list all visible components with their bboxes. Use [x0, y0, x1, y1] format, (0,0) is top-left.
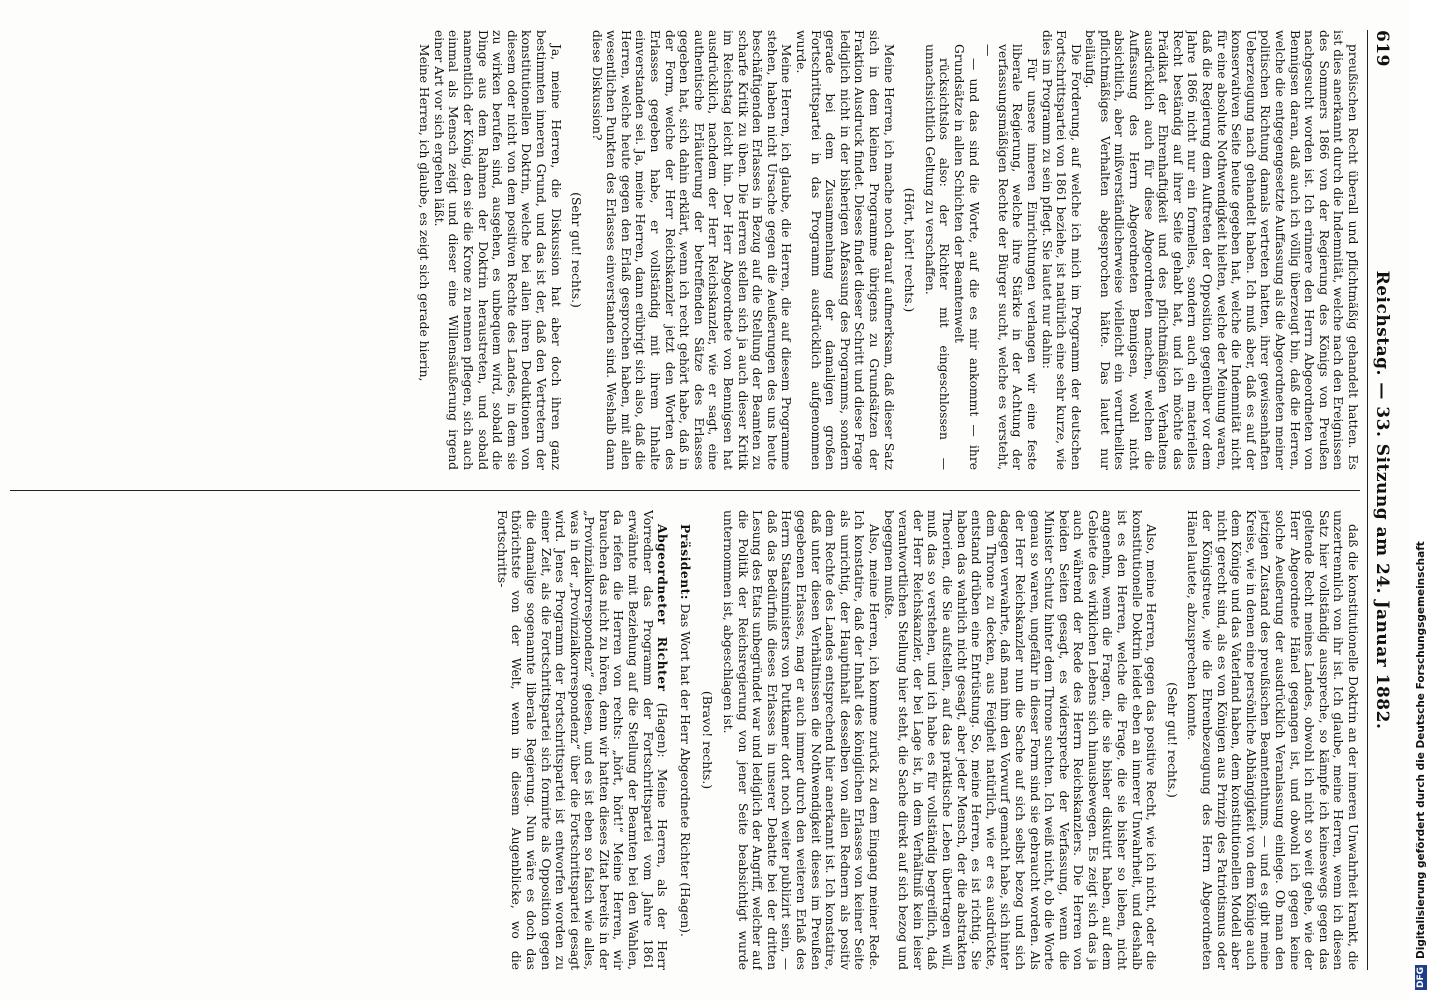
- left-column: [10, 30, 1360, 470]
- page-title: Reichstag. — 33. Sitzung am 24. Januar 1882.: [1372, 270, 1392, 730]
- right-column: [10, 510, 1360, 970]
- stage-note: (Sehr gut! rechts.): [1164, 682, 1179, 798]
- body-paragraph: Meine Herren, ich glaube, die Herren, die auf diesem Programme stehen, haben nicht Ursache gegen die Aeußerungen des uns heute beschäftigenden Erlasses in Bezug auf die Stellung der Beamten zu scharfe Kritik zu üben. Die Herren stellen sich ja auch dieser Kritik im Reichstag leicht hin. Der Herr Abgeordnete von Bennigsen hat ausdrücklich, nachdem der Herr Reichskanzler, wie er sagt, eine authentische Erläuterung der betreffenden Sätze des Erlasses gegeben hat, sich dahin erklärt, wenn ich recht gehört habe, daß in der Form, welche der Herr Reichskanzler jetzt den Worten des Erlasses gegeben habe, er vollständig mit ihrem Inhalte einverstanden sei. Ja, meine Herren, dann erübrigt sich also, daß die Herren, welche heute gegen den Erlaß gesprochen haben, mit allen wesentlichen Punkten des Erlasses einverstanden sind. Weshalb dann diese Diskussion?: [589, 30, 794, 470]
- speaker-paragraph: [494, 510, 669, 970]
- speaker-text: Das Wort hat der Herr Abgeordnete Richter (Hagen).: [677, 603, 692, 937]
- quoted-passage: — und das sind die Worte, auf die es mir ankommt — ihre Grundsätze in allen Schichten der Beamtenwelt: [951, 44, 981, 470]
- stage-note: (Bravo! rechts.): [700, 690, 715, 790]
- body-paragraph: Die Forderung, auf welche ich mich im Programm der deutschen Fortschrittspartei von 1861 beziehe, ist natürlich eine sehr kurze, wie dies im Programm zu sein pflegt. Sie lautet nur dahin:: [1039, 30, 1083, 470]
- speaker-name: Abgeordneter Richter: [655, 524, 671, 692]
- body-paragraph: Meine Herren, ich glaube, es zeigt sich gerade hierin,: [417, 44, 432, 382]
- page-header: [1367, 30, 1396, 970]
- body-paragraph: Ja, meine Herren, die Diskussion hat aber doch ihren ganz bestimmten inneren Grund, und das ist der, daß den Vertretern der konstitutionellen Doktrin, welche bei allen ihren Deduktionen von diesem oder nicht von dem positiven Rechte des Landes, in dem sie zu wirken berufen sind, ausgehen, es unbequem wird, sobald die Dinge aus dem Rahmen der Doktrin heraustreten, und sobald namentlich der König, den sie die Krone zu nennen pflegen, sich auch einmal als Mensch zeigt und dieser eine Willensäußerung irgend einer Art vor sich ergehen läßt.: [431, 30, 563, 470]
- body-paragraph: Also, meine Herren, gegen das positive Recht, wie ich nicht, oder die konstitutionelle Doktrin leidet eben an innerer Unwahrheit, und deshalb ist es den Herren, welche die Frage, die sie bisher so lieben, nicht angenehm, wenn die Fragen, die sie bisher diskutirt haben, auf dem Gebiete des wirklichen Lebens sich hinausbewegen. Es zeigt sich das ja auch während der Rede des Herrn Reichskanzlers. Die Herren von beiden Seiten gesagt, es widerspreche der Verfassung, wenn die Minister Schutz hinter dem Throne suchten. Ich weiß nicht, ob die Worte genau so waren, ungefähr in dieser Form sind sie gebraucht worden. Als der Herr Reichskanzler nun die Sache auf sich selbst bezog und sich dagegen verwahrte, daß man ihm den Vorwurf gemacht habe, sich hinter dem Throne zu decken, aus Feigheit natürlich, wie er es ausdrückte, entstand drüben eine Entrüstung. So, meine Herren, es ist richtig. Sie haben das wahrlich nicht gesagt, aber jeder Mensch, der die abstrakten Theorien, die Sie aufstellen, auf das praktische Leben übertragen will, muß das so verstehen, und ich habe es für vollständig begreiflich, daß der Herr Reichskanzler, der bei Lage ist, in dem Verhältniß kein leiser verantwortlichen Stellung hier steht, die Sache direkt auf sich bezog und begegnen mußte.: [881, 510, 1159, 970]
- body-paragraph: daß die konstitutionelle Doktrin an der inneren Unwahrheit krankt, die unzertrennlich von ihr ist. Ich glaube, meine Herren, wenn ich diesen Satz hier vollständig ausspreche, so kämpfe ich keineswegs gegen das geltende Recht meines Landes, obwohl ich nicht so weit gehe, wie der Herr Abgeordnete Hänel gegangen ist, und obwohl ich gegen keine solche Aeußerung der ausdrücklich Veranlassung einlege. Ob man den jetzigen Zustand des preußischen Beamtenthums, — und es gibt meine Kreise, wie in denen eine persönliche Abhängigkeit von dem Könige auch dem Könige und das Vaterland haben, dem konstitutionellen Modell aber nicht gerecht sind, als es von Königen aus Prinzip des Patriotismus oder der Königstreue, wie die Ehrenbezeugung des Herrn Abgeordneten Hänel lautete, abzusprechen konnte.: [1185, 510, 1360, 970]
- quoted-passage: Für unsere inneren Einrichtungen verlangen wir eine feste liberale Regierung, welche ihre Stärke in der Achtung der verfassungsmäßigen Rechte der Bürger sucht, welche es versteht, —: [981, 44, 1039, 470]
- quoted-passage: rücksichtslos also: der Richter mit eingeschlossen — unnachsichtlich Geltung zu verschaffen.: [922, 44, 952, 470]
- footer-credit: [1410, 0, 1432, 1000]
- dfg-logo: DFG: [1416, 966, 1426, 988]
- body-paragraph: Also, meine Herren, ich komme zurück zu dem Eingang meiner Rede. Ich konstatire, daß der Inhalt des königlichen Erlasses von keiner Seite als unrichtig, der Hauptinhalt desselben von allen Rednern als positiv dem Rechte des Landes entsprechend hier anerkannt ist. Ich konstatire, daß unter diesen Verhältnissen die Nothwendigkeit dieses im Preußen gegebenen Erlasses, mag er auch immer durch den weiteren Erlaß des Herrn Staatsministers von Puttkamer dort noch weiter publizirt sein, — daß das Bedürfniß dieses Erlasses in unserer Debatte bei der dritten Lesung des Etats unbegründet war und lediglich der Angriff, welcher auf die Politik der Reichsregierung von jener Seite beabsichtigt wurde unternommen ist, abgeschlagen ist.: [721, 510, 881, 970]
- column-divider: [10, 490, 1360, 491]
- footer-credit-text: Digitalisierung gefördert durch die Deutsche Forschungsgemeinschaft: [1415, 541, 1427, 959]
- speaker-paragraph: [677, 510, 692, 970]
- stage-note: (Sehr gut! rechts.): [569, 192, 584, 308]
- page-number: 619: [1372, 30, 1392, 67]
- body-paragraph: preußischen Recht überall und pflichtmäßig gehandelt hatten. Es ist dies anerkannt durch die Indemnität, welche nach den Ereignissen des Sommers 1866 von der Regierung des Königs von Preußen nachgesucht worden ist. Ich erinnere den Herrn Abgeordneten von Bennigsen daran, daß auch ich völlig überzeugt bin, daß die Herren, welche die entgegengesetzte Auffassung als die Abgeordneten meiner politischen Richtung damals vertreten hatten, ihrer gewissenhaften Ueberzeugung nach gehandelt haben. Ich muß aber, daß es auf der konservativen Seite heute gegeben hat, welche die Indemnität nicht für eine absolute Nothwendigkeit hielten, welche der Meinung waren, daß die Regierung dem Auftreten der Opposition gegenüber vor dem Jahre 1866 nicht nur ein formelles, sondern auch ein materielles Recht beständig auf ihrer Seite gehabt hat, und ich möchte das Prädikat der Ehrenhaftigkeit und des pflichtmäßigen Verhaltens ausdrücklich auch für diese Abgeordneten machen, welchen die Auffassung des Herrn Abgeordneten Bennigsen, wohl nicht absichtlich, aber mißverständlicherweise vielleicht ein verurtheiltes pflichtmäßiges Verhalten abgesprochen hätte. Das lautet nur beiläufig.: [1083, 30, 1360, 470]
- stage-note: (Hört, hört! rechts.): [902, 187, 917, 313]
- footer-strip: [1410, 0, 1432, 1000]
- speaker-name: Präsident:: [677, 524, 693, 600]
- speaker-text: (Hagen): Meine Herren, als der Herr Vorredner das Programm der Fortschrittspartei vom Jahre 1861 erwähnte mit Beziehung auf die Stellung der Beamten bei den Wahlen, da riefen die Herren von rechts: „hört, hört!“ Meine Herren, wir brauchen das nicht zu hören, denn wir hatten dieses Zitat bereits in der „Provinzialkorrespondenz“ gelesen, und es ist eben so falsch wie alles, was in der „Provinzialkorrespondenz“ über die Fortschrittspartei gesagt wird. Jenes Programm der Fortschrittspartei ist entworfen worden zu einer Zeit, als die Fortschrittspartei sich formirte als Opposition gegen die damalige sogenannte liberale Regierung. Nun wäre es doch das thörichtste von der Welt, wenn in diesem Augenblicke, wo die Fortschritts-: [494, 510, 670, 970]
- body-paragraph: Meine Herren, ich mache noch darauf aufmerksam, daß dieser Satz sich in dem kleinen Programme übrigens zu Grundsätzen der Fraktion Ausdruck findet. Dieses findet dieser Schritt und diese Frage lediglich nicht in der bisherigen Abfassung des Programms, sondern gerade bei dem Zusammenhang der damaligen großen Fortschrittspartei in das Programm ausdrücklich aufgenommen wurde.: [794, 30, 896, 470]
